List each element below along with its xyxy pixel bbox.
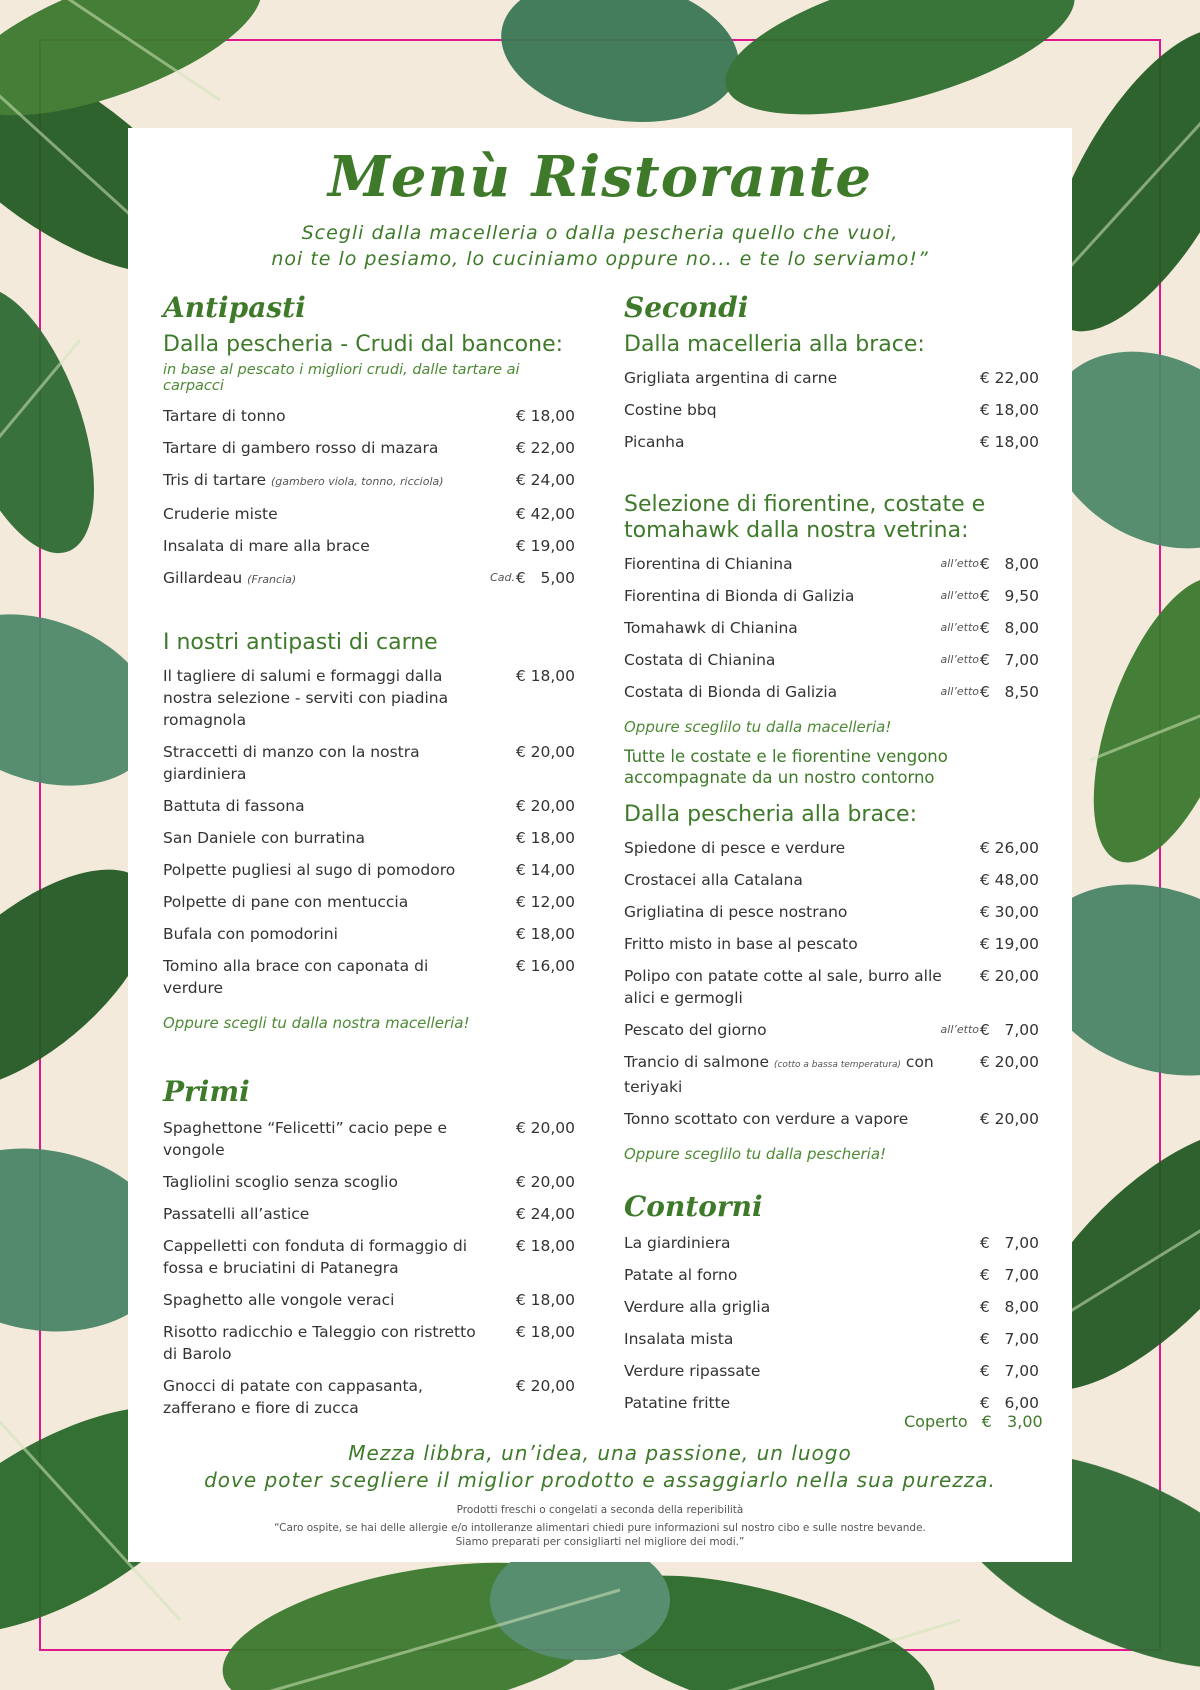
item-price: € 14,00	[515, 861, 575, 879]
section-title-macelleria: Dalla macelleria alla brace:	[624, 332, 925, 357]
menu-item	[624, 1355, 1039, 1387]
menu-card	[128, 128, 1072, 1562]
item-detail: (Francia)	[247, 573, 297, 586]
right-column	[624, 288, 1039, 1419]
menu-item	[624, 1291, 1039, 1323]
section-title-fiorentine: Selezione di fiorentine, costate e tomahawk dalla nostra vetrina:	[624, 492, 986, 543]
item-name: Fiorentina di Bionda di Galizia	[624, 587, 855, 605]
closing-line-1: Mezza libbra, un’idea, una passione, un luogo	[348, 1441, 852, 1465]
menu-item	[624, 580, 1039, 612]
menu-item	[624, 394, 1039, 426]
menu-item	[163, 886, 575, 918]
item-name: Straccetti di manzo con la nostra giardiniera	[163, 743, 420, 783]
menu-item	[163, 854, 575, 886]
item-price: € 20,00	[515, 743, 575, 761]
item-unit: all’etto	[940, 1023, 979, 1036]
oppure-pescheria-note: Oppure sceglilo tu dalla pescheria!	[624, 1145, 887, 1163]
item-name: Fritto misto in base al pescato	[624, 935, 858, 953]
item-price: € 7,00	[979, 1266, 1039, 1284]
item-price: € 7,00	[979, 1234, 1039, 1252]
menu-item	[624, 426, 1039, 458]
primi-list	[163, 1112, 575, 1424]
item-detail: (gambero viola, tonno, ricciola)	[270, 475, 444, 488]
crudi-list	[163, 400, 575, 596]
item-name: Tris di tartare	[163, 471, 267, 489]
item-price: € 12,00	[515, 893, 575, 911]
item-name: Tartare di tonno	[163, 407, 286, 425]
closing-line-2: dove poter scegliere il miglior prodotto e assaggiarlo nella sua purezza.	[204, 1468, 996, 1492]
item-name: Picanha	[624, 433, 685, 451]
item-price: € 8,50	[979, 683, 1039, 701]
item-price: € 18,00	[515, 407, 575, 425]
item-name: Tomahawk di Chianina	[624, 619, 798, 637]
item-name: Verdure alla griglia	[624, 1298, 771, 1316]
menu-item	[163, 1284, 575, 1316]
item-price: € 18,00	[515, 829, 575, 847]
item-price: € 5,00	[515, 569, 575, 587]
menu-item	[163, 1166, 575, 1198]
menu-item	[163, 918, 575, 950]
menu-item	[163, 736, 575, 790]
item-name: Fiorentina di Chianina	[624, 555, 793, 573]
item-price: € 26,00	[979, 839, 1039, 857]
menu-item	[163, 432, 575, 464]
menu-item	[624, 896, 1039, 928]
item-price: € 20,00	[515, 1173, 575, 1191]
item-name: Spaghetto alle vongole veraci	[163, 1291, 395, 1309]
menu-item	[163, 822, 575, 854]
item-name: Gnocci di patate con cappasanta, zafferano e fiore di zucca	[163, 1377, 423, 1417]
item-name: Pescato del giorno	[624, 1021, 767, 1039]
item-price: € 8,00	[979, 1298, 1039, 1316]
item-price: € 48,00	[979, 871, 1039, 889]
category-secondi: Secondi	[624, 291, 749, 324]
contorni-list	[624, 1227, 1039, 1419]
item-price: € 7,00	[979, 1330, 1039, 1348]
menu-item	[163, 1112, 575, 1166]
item-price: € 18,00	[979, 433, 1039, 451]
item-name: Polipo con patate cotte al sale, burro alle alici e germogli	[624, 967, 942, 1007]
item-price: € 18,00	[515, 667, 575, 685]
coperto-price: € 3,00	[981, 1412, 1043, 1431]
item-price: € 19,00	[515, 537, 575, 555]
intro-line-1: Scegli dalla macelleria o dalla pescheria quello che vuoi,	[301, 222, 899, 244]
item-name: Passatelli all’astice	[163, 1205, 310, 1223]
left-column	[163, 288, 575, 1424]
menu-item	[624, 676, 1039, 708]
item-name: Tonno scottato con verdure a vapore	[624, 1110, 909, 1128]
item-price: € 7,00	[979, 1362, 1039, 1380]
item-name: Gillardeau	[163, 569, 243, 587]
macelleria-list	[624, 362, 1039, 458]
fine-print-line-3: Siamo preparati per consigliarti nel migliore dei modi.”	[455, 1536, 745, 1548]
item-name: Costine bbq	[624, 401, 717, 419]
menu-item	[163, 562, 575, 596]
menu-item	[624, 1323, 1039, 1355]
item-name: Insalata di mare alla brace	[163, 537, 370, 555]
item-name: La giardiniera	[624, 1234, 731, 1252]
item-unit: all’etto	[940, 557, 979, 570]
item-price: € 7,00	[979, 651, 1039, 669]
menu-item	[624, 548, 1039, 580]
item-price: € 9,50	[979, 587, 1039, 605]
item-unit: all’etto	[940, 685, 979, 698]
item-price: € 18,00	[515, 1237, 575, 1255]
item-name: Tomino alla brace con caponata di verdure	[163, 957, 429, 997]
fiorentine-list	[624, 548, 1039, 708]
item-unit: all’etto	[940, 589, 979, 602]
menu-item	[624, 1227, 1039, 1259]
intro-text	[128, 220, 1072, 272]
menu-item	[624, 928, 1039, 960]
section-title-pescheria-brace: Dalla pescheria alla brace:	[624, 802, 918, 827]
item-name: Spiedone di pesce e verdure	[624, 839, 846, 857]
item-price: € 22,00	[979, 369, 1039, 387]
category-primi: Primi	[163, 1075, 250, 1108]
menu-item	[624, 1014, 1039, 1046]
item-price: € 16,00	[515, 957, 575, 975]
item-name: Costata di Bionda di Galizia	[624, 683, 838, 701]
item-price: € 20,00	[979, 1053, 1039, 1071]
item-name: Tartare di gambero rosso di mazara	[163, 439, 439, 457]
section-title-crudi: Dalla pescheria - Crudi dal bancone:	[163, 332, 564, 357]
intro-line-2: noi te lo pesiamo, lo cuciniamo oppure no... e te lo serviamo!”	[271, 248, 929, 270]
item-name: Risotto radicchio e Taleggio con ristretto di Barolo	[163, 1323, 476, 1363]
antipasti-carne-list	[163, 660, 575, 1004]
item-name: Polpette di pane con mentuccia	[163, 893, 409, 911]
fine-print-line-2: “Caro ospite, se hai delle allergie e/o intolleranze alimentari chiedi pure informazioni sul nostro cibo e sulle nostre bevande.	[274, 1522, 926, 1534]
item-price: € 20,00	[515, 797, 575, 815]
item-name: Il tagliere di salumi e formaggi dalla nostra selezione - serviti con piadina romagnola	[163, 667, 449, 729]
item-price: € 8,00	[979, 619, 1039, 637]
menu-item	[624, 1259, 1039, 1291]
pescheria-brace-list	[624, 832, 1039, 1135]
menu-item	[624, 644, 1039, 676]
menu-item	[624, 960, 1039, 1014]
menu-item	[163, 1198, 575, 1230]
menu-item	[163, 498, 575, 530]
item-detail: (cotto a bassa temperatura)	[773, 1060, 901, 1070]
menu-item	[624, 612, 1039, 644]
item-unit: all’etto	[940, 653, 979, 666]
item-name: Cappelletti con fonduta di formaggio di fossa e bruciatini di Patanegra	[163, 1237, 468, 1277]
menu-item	[163, 1370, 575, 1424]
item-name: San Daniele con burratina	[163, 829, 366, 847]
item-name: Grigliatina di pesce nostrano	[624, 903, 848, 921]
contorno-note: Tutte le costate e le fiorentine vengono accompagnate da un nostro contorno	[624, 747, 948, 787]
oppure-macelleria-note: Oppure scegli tu dalla nostra macelleria!	[163, 1014, 470, 1032]
item-name: Polpette pugliesi al sugo di pomodoro	[163, 861, 456, 879]
item-unit: all’etto	[940, 621, 979, 634]
menu-item	[163, 530, 575, 562]
fine-print	[128, 1503, 1072, 1549]
item-name: Cruderie miste	[163, 505, 278, 523]
menu-title: Menù Ristorante	[327, 144, 873, 210]
coperto-line	[904, 1412, 1043, 1431]
item-price: € 19,00	[979, 935, 1039, 953]
menu-item	[624, 362, 1039, 394]
item-name: Costata di Chianina	[624, 651, 776, 669]
oppure-macelleria-note: Oppure sceglilo tu dalla macelleria!	[624, 718, 892, 736]
item-price: € 20,00	[515, 1119, 575, 1137]
category-contorni: Contorni	[624, 1190, 763, 1223]
menu-item	[624, 1103, 1039, 1135]
item-price: € 22,00	[515, 439, 575, 457]
item-name: Tagliolini scoglio senza scoglio	[163, 1173, 398, 1191]
item-price: € 20,00	[515, 1377, 575, 1395]
item-price: € 6,00	[979, 1394, 1039, 1412]
item-name: Spaghettone “Felicetti” cacio pepe e vongole	[163, 1119, 448, 1159]
item-name: Battuta di fassona	[163, 797, 305, 815]
fine-print-line-1: Prodotti freschi o congelati a seconda della reperibilità	[456, 1504, 744, 1516]
menu-item	[163, 400, 575, 432]
section-note-crudi: in base al pescato i migliori crudi, dalle tartare ai carpacci	[163, 362, 520, 394]
menu-item	[163, 1230, 575, 1284]
item-name: Bufala con pomodorini	[163, 925, 338, 943]
item-price: € 18,00	[979, 401, 1039, 419]
item-price: € 18,00	[515, 1291, 575, 1309]
item-price: € 24,00	[515, 471, 575, 489]
item-price: € 24,00	[515, 1205, 575, 1223]
section-title-antipasti-carne: I nostri antipasti di carne	[163, 630, 438, 655]
item-price: € 8,00	[979, 555, 1039, 573]
menu-item	[163, 790, 575, 822]
menu-item	[163, 464, 575, 498]
item-name-suffix: con teriyaki	[624, 1053, 934, 1096]
item-price: € 30,00	[979, 903, 1039, 921]
item-price: € 20,00	[979, 967, 1039, 985]
item-name: Patate al forno	[624, 1266, 738, 1284]
menu-item	[624, 864, 1039, 896]
menu-item	[624, 832, 1039, 864]
menu-item	[163, 660, 575, 736]
item-name: Trancio di salmone	[624, 1053, 770, 1071]
coperto-label: Coperto	[904, 1412, 968, 1431]
item-name: Patatine fritte	[624, 1394, 731, 1412]
closing-text	[128, 1440, 1072, 1494]
item-name: Insalata mista	[624, 1330, 734, 1348]
item-unit: Cad.	[490, 571, 515, 584]
item-price: € 18,00	[515, 925, 575, 943]
item-name: Verdure ripassate	[624, 1362, 761, 1380]
item-name: Crostacei alla Catalana	[624, 871, 803, 889]
menu-item	[163, 1316, 575, 1370]
item-price: € 42,00	[515, 505, 575, 523]
item-price: € 18,00	[515, 1323, 575, 1341]
menu-item	[163, 950, 575, 1004]
category-antipasti: Antipasti	[163, 291, 306, 324]
item-price: € 20,00	[979, 1110, 1039, 1128]
item-name: Grigliata argentina di carne	[624, 369, 838, 387]
item-price: € 7,00	[979, 1021, 1039, 1039]
menu-item	[624, 1046, 1039, 1103]
